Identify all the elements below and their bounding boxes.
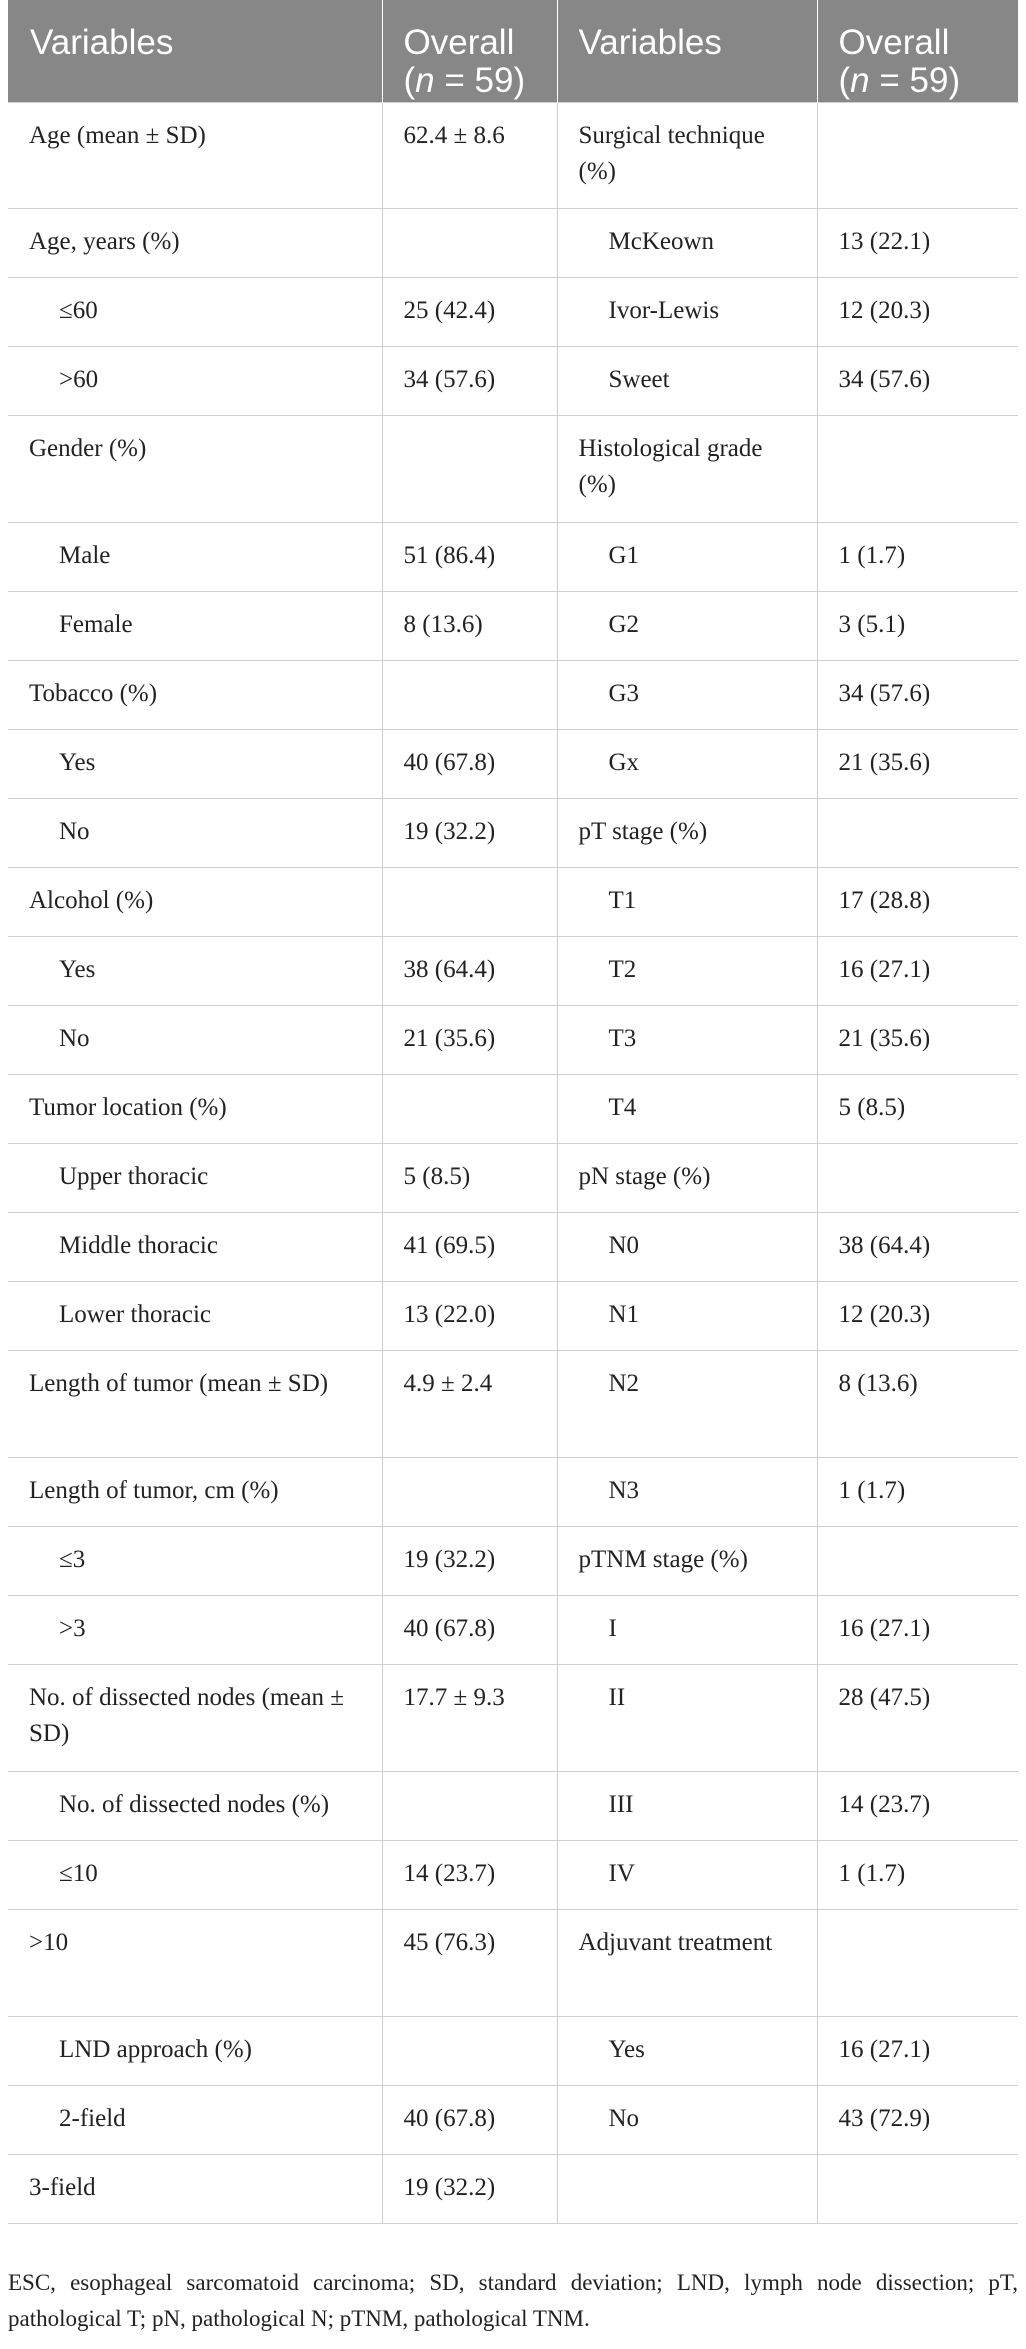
overall-left-cell: 19 (32.2) (382, 2154, 557, 2223)
overall-left-cell: 40 (67.8) (382, 729, 557, 798)
table-row (8, 1664, 1018, 1771)
variable-left-cell: Gender (%) (8, 415, 382, 522)
overall-left-cell: 19 (32.2) (382, 798, 557, 867)
variable-right-cell: Ivor-Lewis (557, 277, 817, 346)
table-row (8, 591, 1018, 660)
variable-left-cell: Length of tumor, cm (%) (8, 1457, 382, 1526)
overall-left-cell (382, 208, 557, 277)
table-row (8, 798, 1018, 867)
header-variables-left: Variables (8, 0, 382, 102)
table-row (8, 729, 1018, 798)
overall-left-cell: 19 (32.2) (382, 1526, 557, 1595)
variable-right-cell: N3 (557, 1457, 817, 1526)
variable-right-cell: IV (557, 1840, 817, 1909)
overall-left-cell: 51 (86.4) (382, 522, 557, 591)
overall-left-cell: 5 (8.5) (382, 1143, 557, 1212)
table-row (8, 415, 1018, 522)
overall-right-cell: 16 (27.1) (817, 1595, 1018, 1664)
overall-left-cell: 25 (42.4) (382, 277, 557, 346)
table-row (8, 867, 1018, 936)
variable-left-cell: No (8, 798, 382, 867)
table-row (8, 1143, 1018, 1212)
overall-right-cell (817, 1909, 1018, 2016)
overall-right-cell: 12 (20.3) (817, 1281, 1018, 1350)
variable-right-cell: N0 (557, 1212, 817, 1281)
overall-left-cell: 14 (23.7) (382, 1840, 557, 1909)
table-body (8, 102, 1018, 2223)
overall-right-cell: 16 (27.1) (817, 936, 1018, 1005)
overall-left-cell: 41 (69.5) (382, 1212, 557, 1281)
overall-left-cell (382, 1771, 557, 1840)
overall-left-cell: 8 (13.6) (382, 591, 557, 660)
variable-left-cell: Age (mean ± SD) (8, 102, 382, 208)
header-overall-left: Overall (n = 59) (382, 0, 557, 102)
table-row (8, 936, 1018, 1005)
variable-left-cell: Age, years (%) (8, 208, 382, 277)
variable-right-cell: Histological grade (%) (557, 415, 817, 522)
variable-right-cell: T2 (557, 936, 817, 1005)
overall-right-cell: 16 (27.1) (817, 2016, 1018, 2085)
overall-left-cell: 38 (64.4) (382, 936, 557, 1005)
variable-left-cell: ≤60 (8, 277, 382, 346)
table-row (8, 1771, 1018, 1840)
variable-left-cell: Female (8, 591, 382, 660)
variable-right-cell: II (557, 1664, 817, 1771)
table-row (8, 2016, 1018, 2085)
variable-right-cell (557, 2154, 817, 2223)
variable-right-cell: pT stage (%) (557, 798, 817, 867)
table-row (8, 1526, 1018, 1595)
overall-left-cell: 17.7 ± 9.3 (382, 1664, 557, 1771)
variable-right-cell: G2 (557, 591, 817, 660)
overall-right-cell (817, 798, 1018, 867)
overall-right-cell: 21 (35.6) (817, 1005, 1018, 1074)
table-row (8, 1212, 1018, 1281)
header-variables-right: Variables (557, 0, 817, 102)
table-footnote: ESC, esophageal sarcomatoid carcinoma; SD, standard deviation; LND, lymph node dissection; pT, pathological T; pN, pathological N; pTNM, pathological TNM. (8, 2270, 1018, 2331)
overall-right-cell: 38 (64.4) (817, 1212, 1018, 1281)
variable-left-cell: No. of dissected nodes (%) (8, 1771, 382, 1840)
overall-left-cell (382, 2016, 557, 2085)
overall-left-cell: 34 (57.6) (382, 346, 557, 415)
variable-right-cell: G1 (557, 522, 817, 591)
variable-left-cell: Male (8, 522, 382, 591)
variable-right-cell: pN stage (%) (557, 1143, 817, 1212)
variable-left-cell: >60 (8, 346, 382, 415)
variable-right-cell: Sweet (557, 346, 817, 415)
overall-left-cell: 4.9 ± 2.4 (382, 1350, 557, 1457)
overall-right-cell: 1 (1.7) (817, 1840, 1018, 1909)
characteristics-table (8, 0, 1018, 2224)
overall-right-cell: 17 (28.8) (817, 867, 1018, 936)
table-row (8, 102, 1018, 208)
overall-right-cell: 8 (13.6) (817, 1350, 1018, 1457)
variable-left-cell: No (8, 1005, 382, 1074)
variable-right-cell: G3 (557, 660, 817, 729)
variable-left-cell: LND approach (%) (8, 2016, 382, 2085)
overall-right-cell (817, 415, 1018, 522)
overall-right-cell: 28 (47.5) (817, 1664, 1018, 1771)
table-row (8, 1840, 1018, 1909)
table-row (8, 1074, 1018, 1143)
overall-left-cell: 21 (35.6) (382, 1005, 557, 1074)
variable-left-cell: 2-field (8, 2085, 382, 2154)
variable-right-cell: Gx (557, 729, 817, 798)
overall-right-cell (817, 1143, 1018, 1212)
variable-left-cell: Length of tumor (mean ± SD) (8, 1350, 382, 1457)
table-row (8, 277, 1018, 346)
variable-right-cell: No (557, 2085, 817, 2154)
overall-right-cell: 14 (23.7) (817, 1771, 1018, 1840)
overall-right-cell (817, 1526, 1018, 1595)
variable-right-cell: T3 (557, 1005, 817, 1074)
variable-left-cell: Upper thoracic (8, 1143, 382, 1212)
overall-right-cell: 5 (8.5) (817, 1074, 1018, 1143)
header-overall-right: Overall (n = 59) (817, 0, 1018, 102)
variable-left-cell: >3 (8, 1595, 382, 1664)
overall-right-cell: 3 (5.1) (817, 591, 1018, 660)
variable-left-cell: No. of dissected nodes (mean ± SD) (8, 1664, 382, 1771)
table-row (8, 346, 1018, 415)
variable-left-cell: Alcohol (%) (8, 867, 382, 936)
overall-left-cell: 40 (67.8) (382, 2085, 557, 2154)
overall-right-cell: 1 (1.7) (817, 1457, 1018, 1526)
overall-left-cell: 40 (67.8) (382, 1595, 557, 1664)
table-row (8, 660, 1018, 729)
variable-right-cell: N2 (557, 1350, 817, 1457)
overall-right-cell: 1 (1.7) (817, 522, 1018, 591)
variable-left-cell: ≤10 (8, 1840, 382, 1909)
variable-left-cell: Lower thoracic (8, 1281, 382, 1350)
variable-left-cell: Tobacco (%) (8, 660, 382, 729)
table-row (8, 522, 1018, 591)
variable-right-cell: Yes (557, 2016, 817, 2085)
overall-right-cell: 43 (72.9) (817, 2085, 1018, 2154)
overall-right-cell (817, 2154, 1018, 2223)
table-row (8, 1350, 1018, 1457)
table-row (8, 2154, 1018, 2223)
overall-left-cell (382, 660, 557, 729)
overall-left-cell (382, 867, 557, 936)
overall-left-cell: 45 (76.3) (382, 1909, 557, 2016)
variable-right-cell: III (557, 1771, 817, 1840)
overall-right-cell: 21 (35.6) (817, 729, 1018, 798)
variable-left-cell: Tumor location (%) (8, 1074, 382, 1143)
variable-right-cell: Adjuvant treatment (557, 1909, 817, 2016)
variable-left-cell: Yes (8, 729, 382, 798)
overall-left-cell: 13 (22.0) (382, 1281, 557, 1350)
table-row (8, 1595, 1018, 1664)
variable-right-cell: Surgical technique (%) (557, 102, 817, 208)
table-row (8, 1281, 1018, 1350)
overall-right-cell: 34 (57.6) (817, 660, 1018, 729)
table-row (8, 1909, 1018, 2016)
overall-right-cell (817, 102, 1018, 208)
variable-right-cell: T4 (557, 1074, 817, 1143)
variable-left-cell: Yes (8, 936, 382, 1005)
variable-right-cell: N1 (557, 1281, 817, 1350)
variable-right-cell: McKeown (557, 208, 817, 277)
overall-left-cell (382, 415, 557, 522)
overall-right-cell: 13 (22.1) (817, 208, 1018, 277)
variable-left-cell: >10 (8, 1909, 382, 2016)
overall-left-cell: 62.4 ± 8.6 (382, 102, 557, 208)
variable-right-cell: I (557, 1595, 817, 1664)
overall-right-cell: 12 (20.3) (817, 277, 1018, 346)
variable-right-cell: pTNM stage (%) (557, 1526, 817, 1595)
variable-left-cell: ≤3 (8, 1526, 382, 1595)
table-row (8, 208, 1018, 277)
overall-left-cell (382, 1074, 557, 1143)
table-row (8, 1005, 1018, 1074)
header-row (8, 0, 1018, 102)
variable-right-cell: T1 (557, 867, 817, 936)
variable-left-cell: Middle thoracic (8, 1212, 382, 1281)
table-row (8, 1457, 1018, 1526)
overall-left-cell (382, 1457, 557, 1526)
table-row (8, 2085, 1018, 2154)
variable-left-cell: 3-field (8, 2154, 382, 2223)
overall-right-cell: 34 (57.6) (817, 346, 1018, 415)
